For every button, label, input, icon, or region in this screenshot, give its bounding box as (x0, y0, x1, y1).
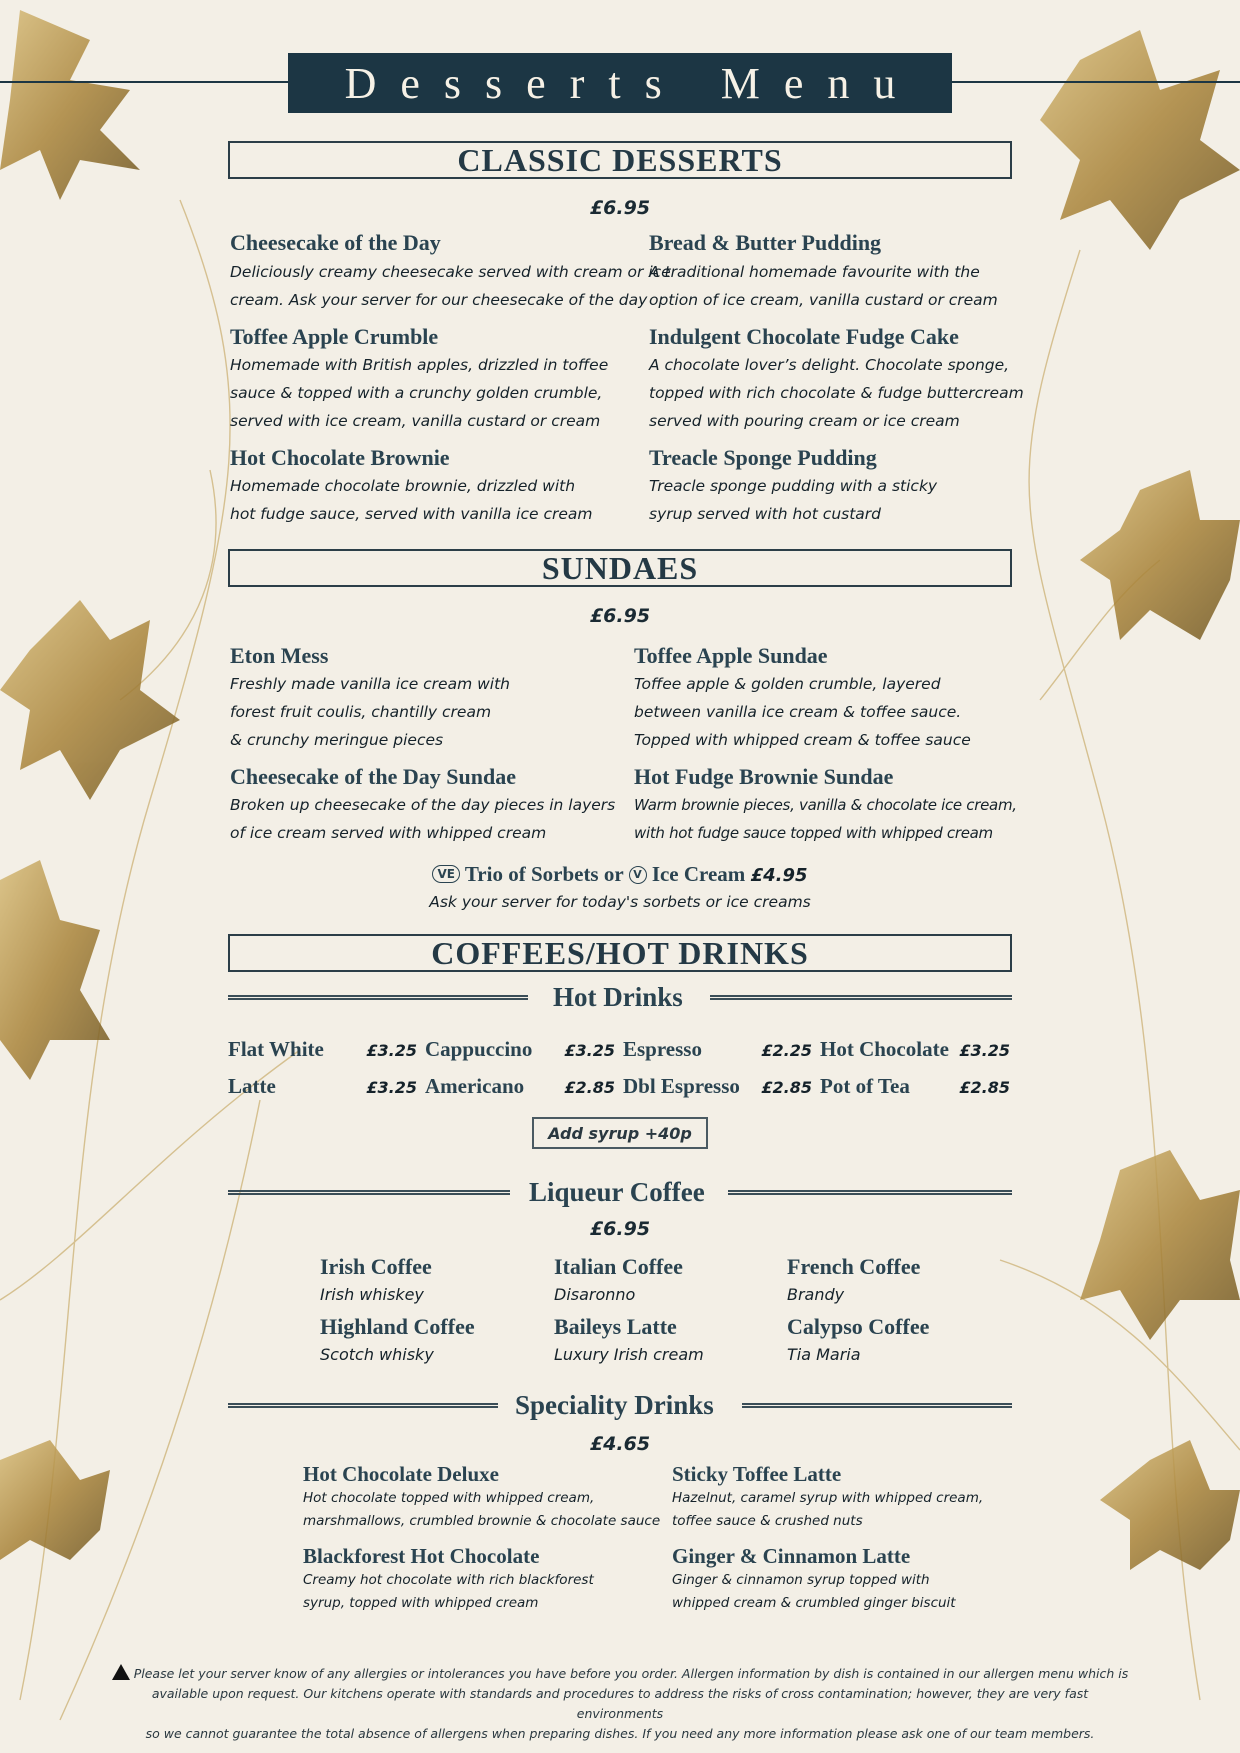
divider (742, 1403, 1012, 1408)
menu-item-desc: Warm brownie pieces, vanilla & chocolate ice cream, with hot fudge sauce topped with whipped cream (634, 796, 1017, 842)
speciality-item-name: Ginger & Cinnamon Latte (672, 1544, 911, 1568)
menu-item-desc: Deliciously creamy cheesecake served with cream or ice cream. Ask your server for our cheesecake of the day (230, 263, 671, 309)
liqueur-item-sub: Scotch whisky (320, 1345, 434, 1364)
drink-price: £3.25 (366, 1041, 417, 1060)
vegan-badge: VE (432, 865, 459, 883)
drink-price: £2.25 (761, 1041, 812, 1060)
liqueur-item-name: Calypso Coffee (787, 1314, 930, 1339)
page-title: Desserts Menu (288, 53, 952, 113)
drink-price: £2.85 (564, 1078, 615, 1097)
speciality-item-desc: Hot chocolate topped with whipped cream, marshmallows, crumbled brownie & chocolate sauce (303, 1490, 661, 1529)
menu-item-name: Hot Fudge Brownie Sundae (634, 764, 894, 789)
menu-item-desc: Treacle sponge pudding with a sticky syrup served with hot custard (649, 477, 938, 523)
speciality-item-name: Sticky Toffee Latte (672, 1462, 842, 1486)
drink-name: Cappuccino (425, 1037, 533, 1061)
drink-name: Dbl Espresso (623, 1074, 740, 1098)
liqueur-item-name: Baileys Latte (554, 1314, 677, 1339)
liqueur-item-sub: Luxury Irish cream (554, 1345, 704, 1364)
menu-item-name: Bread & Butter Pudding (649, 230, 882, 255)
liqueur-item-name: French Coffee (787, 1254, 921, 1279)
menu-item-desc: Toffee apple & golden crumble, layered between vanilla ice cream & toffee sauce. Topped with whipped cream & toffee sauce (634, 675, 971, 749)
liqueur-price: £6.95 (589, 1218, 651, 1240)
liqueur-item-name: Irish Coffee (320, 1254, 432, 1279)
title-rule-right (940, 81, 1240, 83)
speciality-item-name: Hot Chocolate Deluxe (303, 1462, 499, 1486)
divider (710, 995, 1012, 1000)
liqueur-item-name: Highland Coffee (320, 1314, 475, 1339)
sub-heading-hot-drinks: Hot Drinks (553, 982, 683, 1012)
menu-item-name: Cheesecake of the Day Sundae (230, 764, 516, 789)
divider (228, 1190, 510, 1195)
drink-name: Americano (425, 1074, 525, 1098)
menu-item-desc: Homemade with British apples, drizzled in toffee sauce & topped with a crunchy golden crumble, served with ice cream, vanilla custard or cream (230, 356, 609, 430)
trio-line: VE Trio of Sorbets or V Ice Cream £4.95 (0, 862, 1240, 887)
warning-icon (112, 1664, 130, 1680)
liqueur-item-sub: Irish whiskey (320, 1285, 424, 1304)
drink-price: £2.85 (959, 1078, 1010, 1097)
drink-name: Latte (228, 1074, 276, 1098)
speciality-price: £4.65 (589, 1433, 651, 1455)
menu-item-desc: Homemade chocolate brownie, drizzled with hot fudge sauce, served with vanilla ice cream (230, 477, 593, 523)
section-heading-classic: CLASSIC DESSERTS (228, 141, 1012, 179)
menu-item-name: Eton Mess (230, 643, 329, 668)
sub-heading-speciality-drinks: Speciality Drinks (515, 1390, 714, 1420)
menu-item-name: Toffee Apple Crumble (230, 324, 439, 349)
sub-heading-liqueur-coffee: Liqueur Coffee (529, 1177, 705, 1207)
speciality-item-desc: Hazelnut, caramel syrup with whipped cream, toffee sauce & crushed nuts (672, 1490, 984, 1529)
drink-name: Pot of Tea (820, 1074, 910, 1098)
vegetarian-badge: V (629, 866, 647, 884)
drink-name: Flat White (228, 1037, 324, 1061)
add-syrup-note: Add syrup +40p (532, 1117, 708, 1149)
section-heading-coffees: COFFEES/HOT DRINKS (228, 934, 1012, 972)
liqueur-item-name: Italian Coffee (554, 1254, 683, 1279)
title-rule-left (0, 81, 300, 83)
drink-price: £3.25 (564, 1041, 615, 1060)
classic-price: £6.95 (589, 197, 651, 219)
menu-item-name: Treacle Sponge Pudding (649, 445, 877, 470)
allergen-footer: Please let your server know of any allergies or intolerances you have before you order. Allergen information by dish is contained in our allergen menu which is available upon request. Our kitchens operate with standards and procedures to address the risks of cross contamination; however, they are very fast environments so we cannot guarantee the total absence of allergens when preparing dishes. If you need any more information please ask one of our team members. (110, 1664, 1130, 1744)
menu-item-desc: A chocolate lover’s delight. Chocolate sponge, topped with rich chocolate & fudge buttercream served with pouring cream or ice cream (649, 356, 1024, 430)
sundaes-price: £6.95 (589, 605, 651, 627)
menu-item-name: Cheesecake of the Day (230, 230, 441, 255)
speciality-item-desc: Ginger & cinnamon syrup topped with whipped cream & crumbled ginger biscuit (672, 1572, 956, 1611)
liqueur-item-sub: Tia Maria (787, 1345, 861, 1364)
speciality-item-desc: Creamy hot chocolate with rich blackforest syrup, topped with whipped cream (303, 1572, 594, 1611)
menu-item-desc: A traditional homemade favourite with the option of ice cream, vanilla custard or cream (649, 263, 998, 309)
divider (228, 995, 528, 1000)
trio-price: £4.95 (750, 865, 808, 886)
section-heading-sundaes: SUNDAES (228, 549, 1012, 587)
liqueur-item-sub: Disaronno (554, 1285, 636, 1304)
drink-price: £3.25 (366, 1078, 417, 1097)
speciality-item-name: Blackforest Hot Chocolate (303, 1544, 540, 1568)
menu-item-desc: Broken up cheesecake of the day pieces in layers of ice cream served with whipped cream (230, 796, 616, 842)
menu-item-name: Indulgent Chocolate Fudge Cake (649, 324, 959, 349)
trio-note: Ask your server for today's sorbets or ice creams (429, 893, 811, 911)
menu-item-name: Toffee Apple Sundae (634, 643, 828, 668)
divider (228, 1403, 498, 1408)
drink-name: Espresso (623, 1037, 702, 1061)
divider (728, 1190, 1012, 1195)
menu-item-desc: Freshly made vanilla ice cream with forest fruit coulis, chantilly cream & crunchy meringue pieces (230, 675, 510, 749)
menu-item-name: Hot Chocolate Brownie (230, 445, 450, 470)
drink-price: £2.85 (761, 1078, 812, 1097)
liqueur-item-sub: Brandy (787, 1285, 845, 1304)
drink-name: Hot Chocolate (820, 1037, 949, 1061)
drink-price: £3.25 (959, 1041, 1010, 1060)
